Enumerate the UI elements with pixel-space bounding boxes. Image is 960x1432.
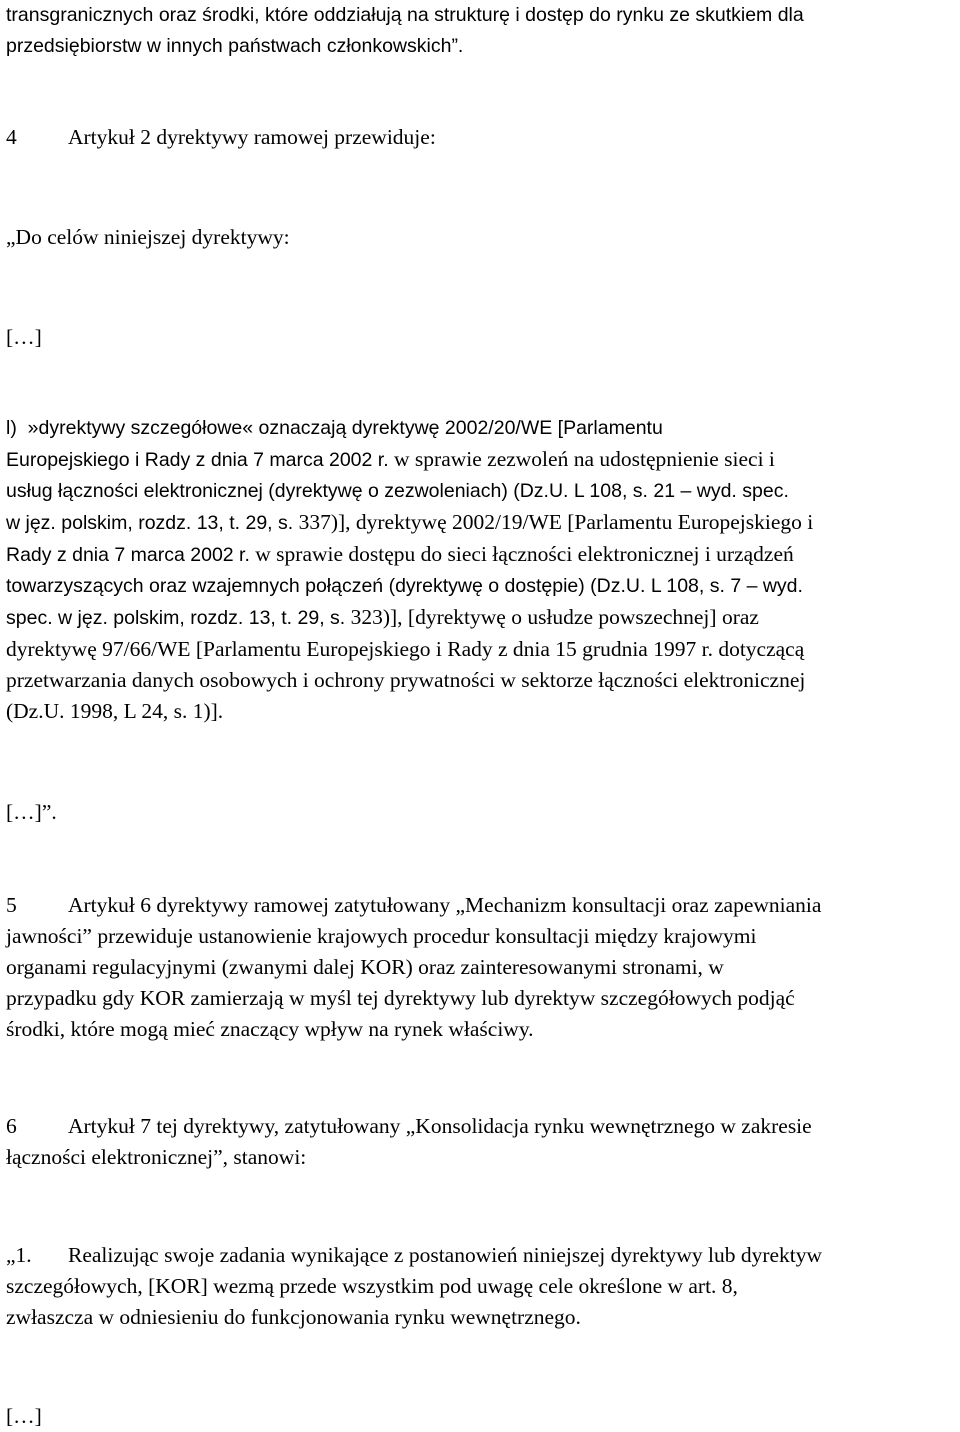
text-line: 6 Artykuł 7 tej dyrektywy, zatytułowany „Konsolidacja rynku wewnętrznego w zakresie	[6, 1111, 956, 1142]
ellipsis: […]	[6, 325, 42, 349]
section-5	[6, 890, 956, 1045]
paragraph-text: Artykuł 2 dyrektywy ramowej przewiduje:	[68, 125, 436, 149]
text-line: przetwarzania danych osobowych i ochrony prywatności w sektorze łączności elektronicznej	[6, 668, 806, 692]
text-line: „1. Realizując swoje zadania wynikające z postanowień niniejszej dyrektywy lub dyrektyw	[6, 1240, 956, 1271]
top-paragraph	[6, 0, 956, 62]
text-line-mixed: Rady z dnia 7 marca 2002 r. w sprawie dostępu do sieci łączności elektronicznej i urządzeń	[6, 542, 794, 566]
text-line: jawności” przewiduje ustanowienie krajowych procedur konsultacji między krajowymi	[6, 924, 757, 948]
text-line: łączności elektronicznej”, stanowi:	[6, 1145, 307, 1169]
point-1	[6, 1240, 956, 1333]
text-line: zwłaszcza w odniesieniu do funkcjonowania rynku wewnętrznego.	[6, 1305, 581, 1329]
text-line-mixed: Europejskiego i Rady z dnia 7 marca 2002 r. w sprawie zezwoleń na udostępnienie sieci i	[6, 447, 775, 471]
text-line-mixed: w jęz. polskim, rozdz. 13, t. 29, s. 337)], dyrektywę 2002/19/WE [Parlamentu Europejskiego i	[6, 510, 814, 534]
point-number: „1.	[6, 1243, 32, 1267]
text-line: transgranicznych oraz środki, które oddziałują na strukturę i dostęp do rynku ze skutkiem dla	[6, 4, 804, 26]
definition-l	[6, 413, 956, 727]
text-line-mixed: spec. w jęz. polskim, rozdz. 13, t. 29, s. 323)], [dyrektywę o usłudze powszechnej] oraz	[6, 605, 759, 629]
text-line: przedsiębiorstw w innych państwach członkowskich”.	[6, 35, 464, 57]
paragraph-number: 4	[6, 125, 17, 149]
paragraph-number: 5	[6, 893, 17, 917]
text-line: szczegółowych, [KOR] wezmą przede wszystkim pod uwagę cele określone w art. 8,	[6, 1274, 738, 1298]
text-line: środki, które mogą mieć znaczący wpływ na rynek właściwy.	[6, 1017, 534, 1041]
text-line: usług łączności elektronicznej (dyrektywę o zezwoleniach) (Dz.U. L 108, s. 21 – wyd. spec.	[6, 480, 789, 502]
text-line: przypadku gdy KOR zamierzają w myśl tej dyrektywy lub dyrektyw szczegółowych podjąć	[6, 986, 795, 1010]
text-line: organami regulacyjnymi (zwanymi dalej KOR) oraz zainteresowanymi stronami, w	[6, 955, 724, 979]
text-line: 5 Artykuł 6 dyrektywy ramowej zatytułowany „Mechanizm konsultacji oraz zapewniania	[6, 890, 956, 921]
text-line: towarzyszących oraz wzajemnych połączeń (dyrektywę o dostępie) (Dz.U. L 108, s. 7 – wyd.	[6, 575, 803, 597]
text-line: l) »dyrektywy szczegółowe« oznaczają dyrektywę 2002/20/WE [Parlamentu	[6, 417, 663, 439]
ellipsis: […]	[6, 1404, 42, 1428]
quote-intro: „Do celów niniejszej dyrektywy:	[6, 225, 290, 249]
section-4-heading	[6, 122, 956, 153]
text-line: dyrektywę 97/66/WE [Parlamentu Europejskiego i Rady z dnia 15 grudnia 1997 r. dotyczącą	[6, 637, 805, 661]
text-line: (Dz.U. 1998, L 24, s. 1)].	[6, 699, 224, 723]
ellipsis-close-quote: […]”.	[6, 800, 57, 824]
section-6	[6, 1111, 956, 1173]
paragraph-number: 6	[6, 1114, 17, 1138]
